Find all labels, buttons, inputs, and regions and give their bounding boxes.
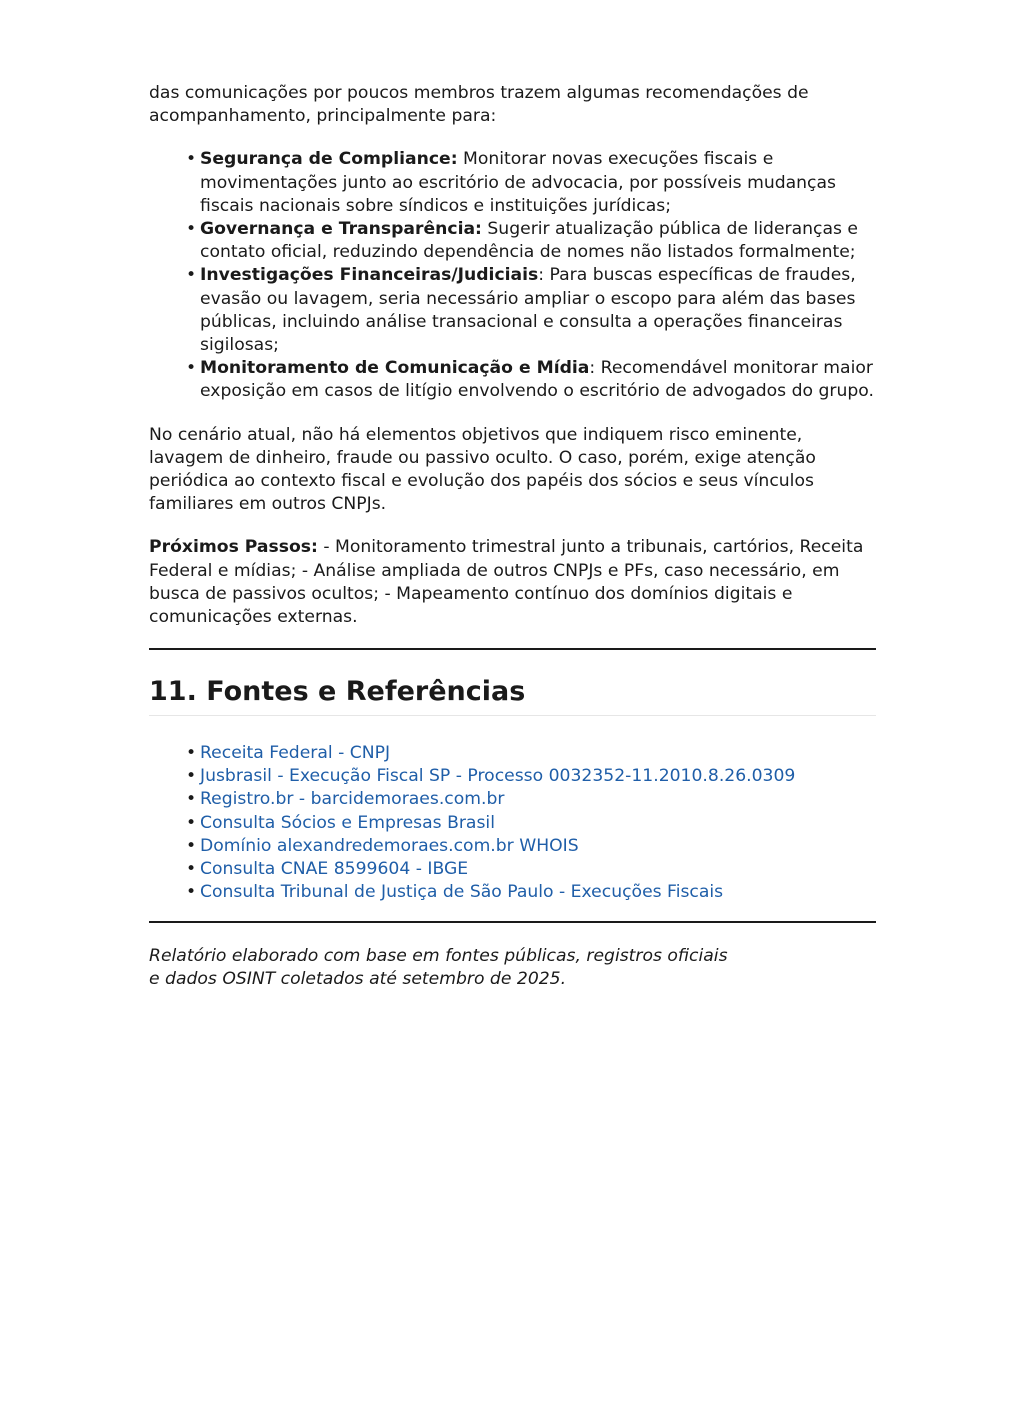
reference-item bbox=[200, 881, 876, 904]
recommendation-item bbox=[200, 357, 876, 403]
recommendations-list bbox=[149, 148, 876, 403]
next-steps-label: Próximos Passos: bbox=[149, 537, 318, 558]
footer-line-1: Relatório elaborado com base em fontes públicas, registros oficiais bbox=[149, 945, 728, 966]
recommendation-item bbox=[200, 264, 876, 357]
recommendation-text: : Para buscas específicas de fraudes, evasão ou lavagem, seria necessário ampliar o escopo para além das bases públicas, incluindo análise transacional e consulta a operações financeiras sigilosas; bbox=[200, 265, 856, 356]
recommendation-title: Segurança de Compliance: bbox=[200, 149, 458, 170]
recommendation-title: Governança e Transparência: bbox=[200, 219, 482, 240]
recommendation-title: Monitoramento de Comunicação e Mídia bbox=[200, 358, 590, 379]
document-page bbox=[149, 82, 876, 991]
recommendation-text: : Recomendável monitorar maior exposição em casos de litígio envolvendo o escritório de advogados do grupo. bbox=[200, 358, 874, 402]
reference-link[interactable]: Receita Federal - CNPJ bbox=[200, 743, 391, 764]
reference-item bbox=[200, 788, 876, 811]
recommendation-text: Monitorar novas execuções fiscais e movimentações junto ao escritório de advocacia, por possíveis mudanças fiscais nacionais sobre síndicos e instituições jurídicas; bbox=[200, 149, 836, 216]
reference-link[interactable]: Consulta CNAE 8599604 - IBGE bbox=[200, 858, 469, 879]
reference-link[interactable]: Domínio alexandredemoraes.com.br WHOIS bbox=[200, 835, 579, 856]
section-heading: 11. Fontes e Referências bbox=[149, 675, 876, 716]
reference-item bbox=[200, 765, 876, 788]
next-steps-text: - Monitoramento trimestral junto a tribunais, cartórios, Receita Federal e mídias; - Análise ampliada de outros CNPJs e PFs, caso necessário, em busca de passivos ocultos; - Mapeamento contínuo dos domínios digitais e comunicações externas. bbox=[149, 537, 864, 628]
recommendation-item bbox=[200, 218, 876, 264]
intro-paragraph: das comunicações por poucos membros trazem algumas recomendações de acompanhamento, principalmente para: bbox=[149, 83, 809, 127]
reference-item bbox=[200, 835, 876, 858]
reference-link[interactable]: Jusbrasil - Execução Fiscal SP - Processo 0032352-11.2010.8.26.0309 bbox=[200, 766, 796, 787]
reference-link[interactable]: Registro.br - barcidemoraes.com.br bbox=[200, 789, 505, 810]
reference-link[interactable]: Consulta Sócios e Empresas Brasil bbox=[200, 812, 495, 833]
recommendation-item bbox=[200, 148, 876, 218]
reference-link[interactable]: Consulta Tribunal de Justiça de São Paulo - Execuções Fiscais bbox=[200, 881, 724, 902]
footer-note bbox=[149, 945, 876, 991]
references-list bbox=[149, 724, 876, 904]
section-divider bbox=[149, 648, 876, 650]
scenario-paragraph: No cenário atual, não há elementos objetivos que indiquem risco eminente, lavagem de dinheiro, fraude ou passivo oculto. O caso, porém, exige atenção periódica ao contexto fiscal e evolução dos papéis dos sócios e seus vínculos familiares em outros CNPJs. bbox=[149, 424, 816, 515]
recommendation-text: Sugerir atualização pública de lideranças e contato oficial, reduzindo dependência de nomes não listados formalmente; bbox=[200, 219, 858, 263]
reference-item bbox=[200, 812, 876, 835]
reference-item bbox=[200, 742, 876, 765]
footer-line-2: e dados OSINT coletados até setembro de 2025. bbox=[149, 969, 567, 990]
next-steps-paragraph bbox=[149, 536, 876, 629]
reference-item bbox=[200, 858, 876, 881]
recommendation-title: Investigações Financeiras/Judiciais bbox=[200, 265, 539, 286]
footer-divider bbox=[149, 921, 876, 923]
